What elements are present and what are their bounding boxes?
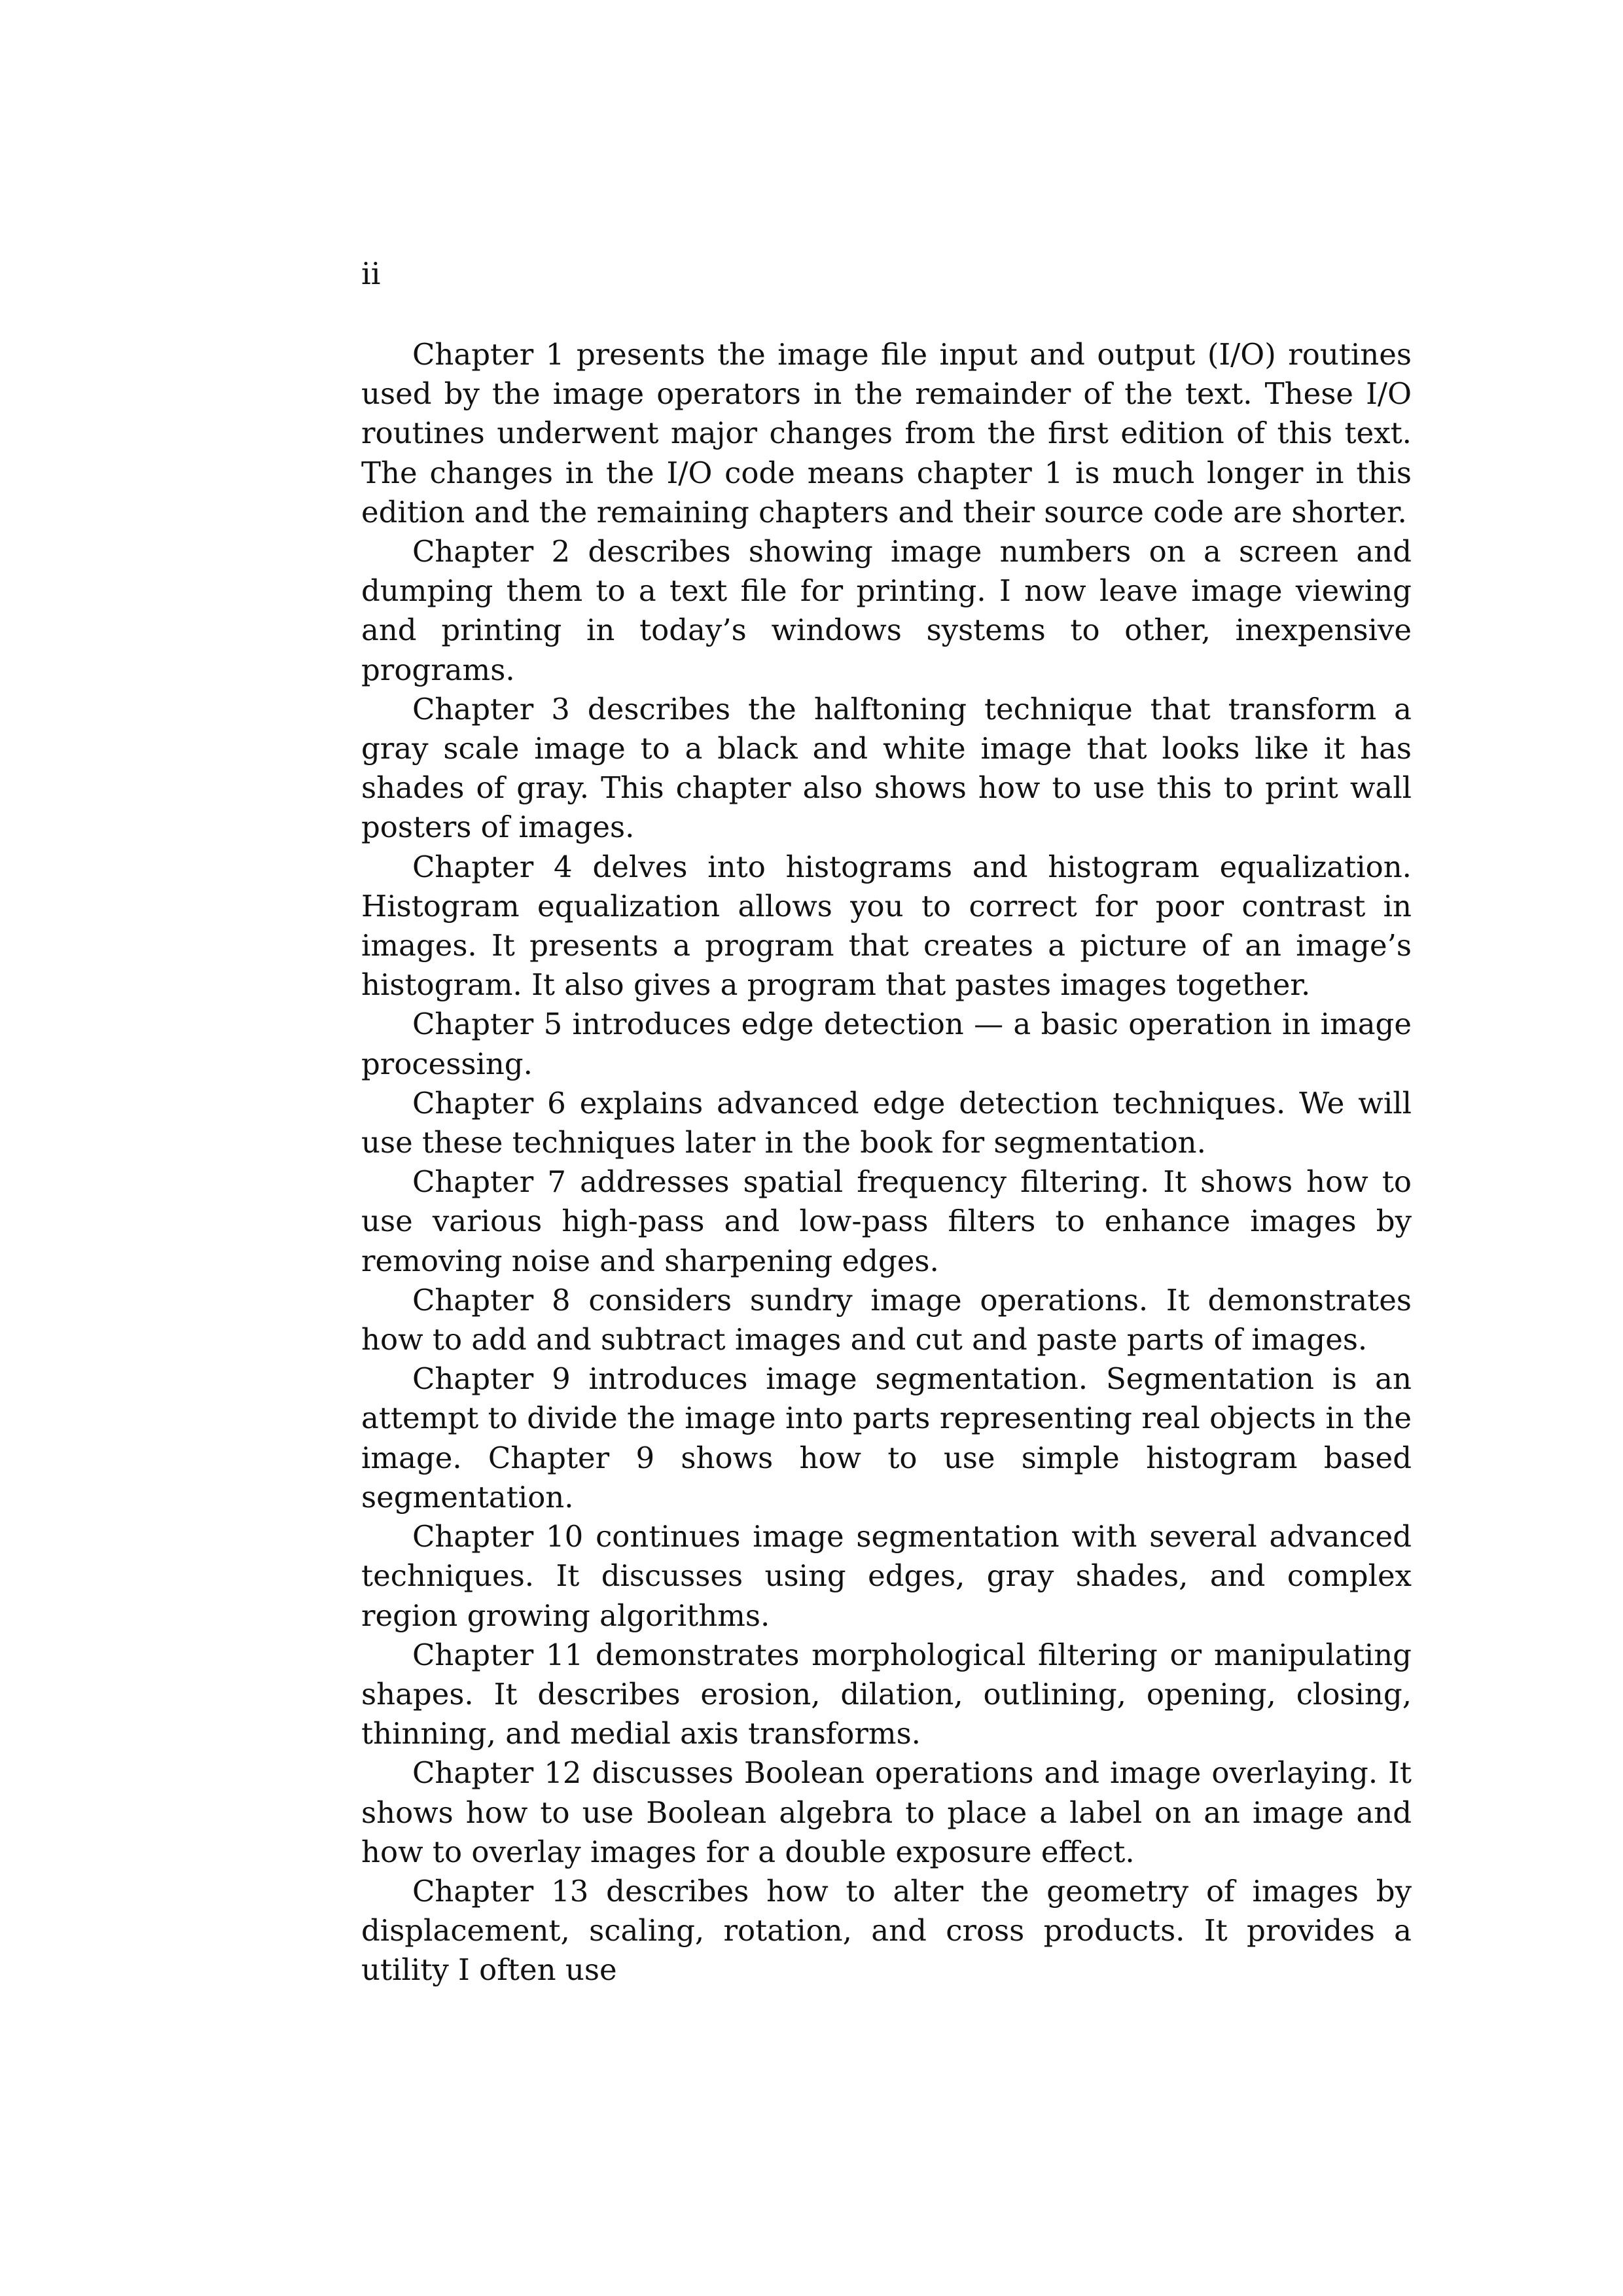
paragraph-chapter-13: Chapter 13 describes how to alter the geometry of images by displacement, scaling, rotation, and cross products. It provides a utility I often use: [361, 1873, 1412, 1988]
paragraph-chapter-5: Chapter 5 introduces edge detection — a basic operation in image processing.: [361, 1007, 1412, 1081]
paragraph-chapter-11: Chapter 11 demonstrates morphological filtering or manipulating shapes. It describes erosion, dilation, outlining, opening, closing, thinning, and medial axis transforms.: [361, 1637, 1412, 1751]
paragraph-chapter-1: Chapter 1 presents the image file input and output (I/O) routines used by the image operators in the remainder of the text. These I/O routines underwent major changes from the first edition of this text. The changes in the I/O code means chapter 1 is much longer in this edition and the remaining chapters and their source code are shorter.: [361, 337, 1412, 529]
paragraph-chapter-12: Chapter 12 discusses Boolean operations and image overlaying. It shows how to use Boolean algebra to place a label on an image and how to overlay images for a double exposure effect.: [361, 1755, 1412, 1869]
paragraph-chapter-9: Chapter 9 introduces image segmentation. Segmentation is an attempt to divide the image into parts representing real objects in the image. Chapter 9 shows how to use simple histogram based segmentation.: [361, 1361, 1412, 1515]
paragraph-chapter-6: Chapter 6 explains advanced edge detection techniques. We will use these techniques later in the book for segmentation.: [361, 1085, 1412, 1160]
paragraph-chapter-4: Chapter 4 delves into histograms and histogram equalization. Histogram equalization allows you to correct for poor contrast in images. It presents a program that creates a picture of an image’s histogram. It also gives a program that pastes images together.: [361, 849, 1412, 1003]
paragraph-chapter-10: Chapter 10 continues image segmentation with several advanced techniques. It discusses using edges, gray shades, and complex region growing algorithms.: [361, 1519, 1412, 1633]
paragraph-chapter-2: Chapter 2 describes showing image numbers on a screen and dumping them to a text file for printing. I now leave image viewing and printing in today’s windows systems to other, inexpensive programs.: [361, 534, 1412, 687]
paragraph-chapter-8: Chapter 8 considers sundry image operations. It demonstrates how to add and subtract images and cut and paste parts of images.: [361, 1282, 1412, 1357]
page-number: ii: [361, 256, 381, 291]
body-text: [361, 335, 1412, 1990]
paragraph-chapter-3: Chapter 3 describes the halftoning technique that transform a gray scale image to a black and white image that looks like it has shades of gray. This chapter also shows how to use this to print wall posters of images.: [361, 691, 1412, 845]
paragraph-chapter-7: Chapter 7 addresses spatial frequency filtering. It shows how to use various high-pass and low-pass filters to enhance images by removing noise and sharpening edges.: [361, 1164, 1412, 1278]
